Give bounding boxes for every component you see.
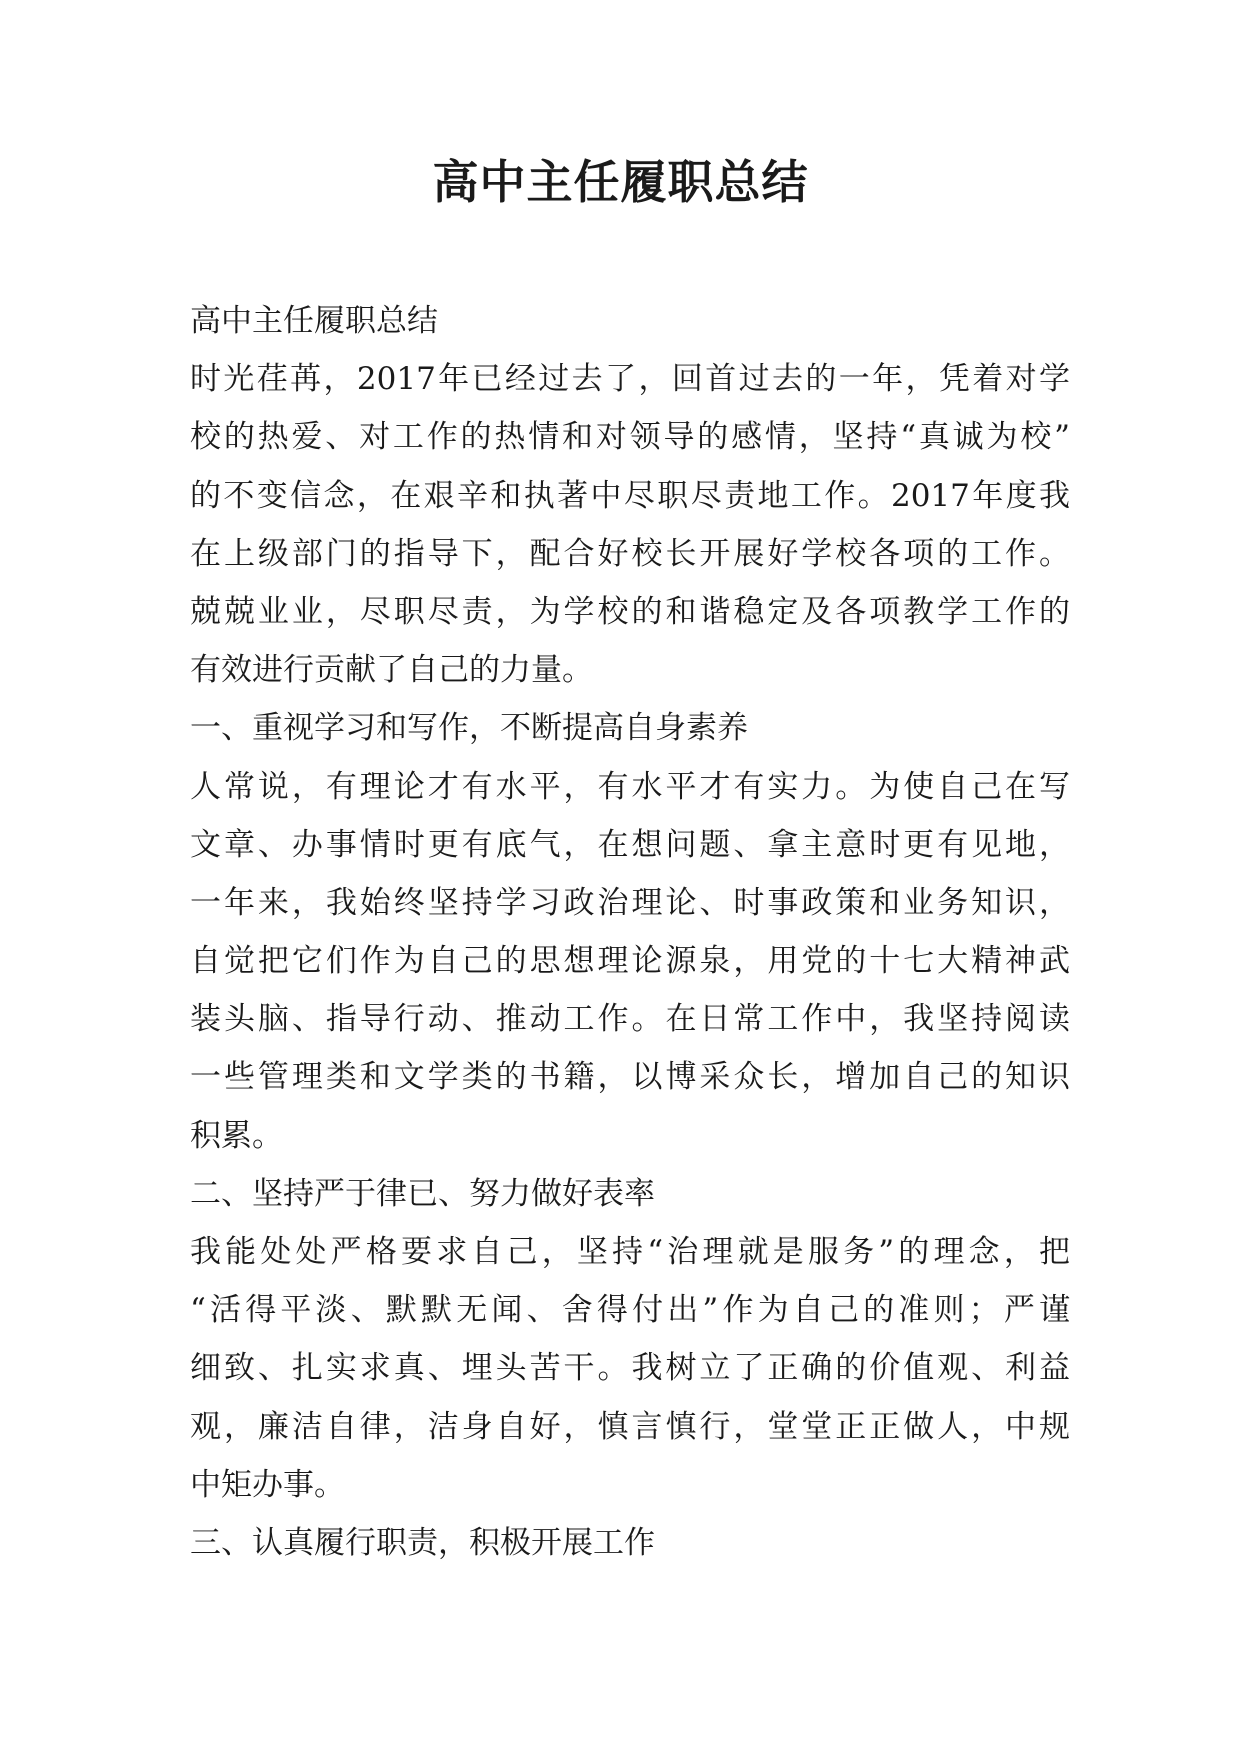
paragraph-line: 装头脑、指导行动、推动工作。在日常工作中，我坚持阅读 xyxy=(190,1001,1070,1038)
paragraph-line: 一年来，我始终坚持学习政治理论、时事政策和业务知识， xyxy=(190,884,1070,921)
paragraph-line: 观，廉洁自律，洁身自好，慎言慎行，堂堂正正做人，中规 xyxy=(190,1408,1070,1445)
paragraph-line: 在上级部门的指导下，配合好校长开展好学校各项的工作。 xyxy=(190,535,1070,572)
paragraph-line: 二、坚持严于律已、努力做好表率 xyxy=(190,1175,655,1212)
paragraph-line: “活得平淡、默默无闻、舍得付出”作为自己的准则；严谨 xyxy=(190,1292,1070,1329)
paragraph-line: 积累。 xyxy=(190,1117,283,1154)
paragraph-line: 三、认真履行职责，积极开展工作 xyxy=(190,1524,655,1561)
paragraph-line: 自觉把它们作为自己的思想理论源泉，用党的十七大精神武 xyxy=(190,943,1070,980)
paragraph-line: 兢兢业业，尽职尽责，为学校的和谐稳定及各项教学工作的 xyxy=(190,593,1070,630)
paragraph-line: 时光荏苒，2017年已经过去了，回首过去的一年，凭着对学 xyxy=(190,361,1070,398)
paragraph-line: 有效进行贡献了自己的力量。 xyxy=(190,652,593,689)
paragraph-line: 中矩办事。 xyxy=(190,1466,345,1503)
paragraph-line: 文章、办事情时更有底气，在想问题、拿主意时更有见地， xyxy=(190,826,1070,863)
paragraph-line: 的不变信念，在艰辛和执著中尽职尽责地工作。2017年度我 xyxy=(190,477,1070,514)
document-body xyxy=(190,292,1070,1572)
paragraph-line: 细致、扎实求真、埋头苦干。我树立了正确的价值观、利益 xyxy=(190,1350,1070,1387)
paragraph-line: 人常说，有理论才有水平，有水平才有实力。为使自己在写 xyxy=(190,768,1070,805)
paragraph-line: 我能处处严格要求自己，坚持“治理就是服务”的理念，把 xyxy=(190,1234,1070,1270)
paragraph-line: 高中主任履职总结 xyxy=(190,303,438,339)
paragraph-line: 校的热爱、对工作的热情和对领导的感情，坚持“真诚为校” xyxy=(190,419,1070,456)
paragraph-line: 一些管理类和文学类的书籍，以博采众长，增加自己的知识 xyxy=(190,1059,1070,1096)
document-title: 高中主任履职总结 xyxy=(432,155,809,209)
paragraph-line: 一、重视学习和写作，不断提高自身素养 xyxy=(190,710,748,747)
